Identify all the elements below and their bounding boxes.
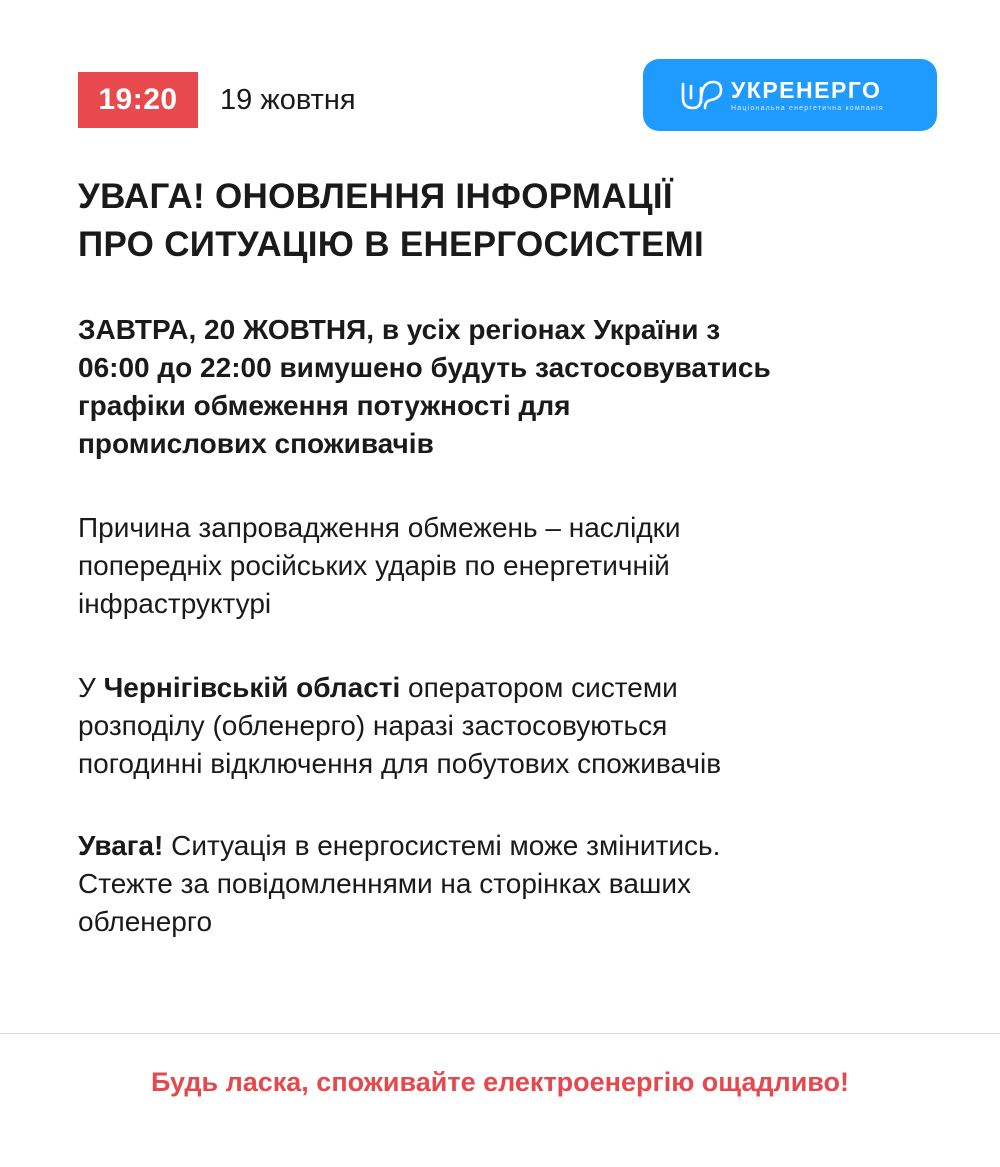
- chernihiv-line: погодинні відключення для побутових споживачів: [78, 748, 722, 779]
- lead-line: графіки обмеження потужності для: [78, 390, 571, 421]
- warning-line: [78, 827, 938, 865]
- footer-note: Будь ласка, споживайте електроенергію ощадливо!: [150, 1067, 850, 1097]
- logo-name: УКРЕНЕРГО: [731, 76, 882, 103]
- headline-line: ПРО СИТУАЦІЮ В ЕНЕРГОСИСТЕМІ: [78, 225, 705, 264]
- time-badge: 19:20: [78, 72, 198, 128]
- chernihiv-region: Чернігівській області: [103, 672, 401, 703]
- lead-paragraph: [78, 311, 938, 463]
- warning-line: обленерго: [78, 906, 213, 937]
- chernihiv-prefix: У: [78, 672, 104, 703]
- warning-paragraph: [78, 827, 938, 941]
- chernihiv-paragraph: [78, 669, 938, 783]
- lead-line: промислових споживачів: [78, 428, 434, 459]
- reason-line: інфраструктурі: [78, 588, 272, 619]
- chernihiv-line: розподілу (обленерго) наразі застосовуються: [78, 710, 668, 741]
- headline-line: УВАГА! ОНОВЛЕННЯ ІНФОРМАЦІЇ: [78, 177, 673, 216]
- headline: [78, 173, 938, 269]
- ukrenergo-logo: [643, 59, 937, 131]
- date-label: 19 жовтня: [220, 83, 356, 116]
- reason-paragraph: [78, 509, 938, 623]
- warning-text: Ситуація в енергосистемі може змінитись.: [163, 830, 721, 861]
- footer-divider: [0, 1033, 1000, 1034]
- reason-line: попередніх російських ударів по енергетичній: [78, 550, 670, 581]
- ukrenergo-logo-icon: [679, 78, 725, 112]
- warning-line: Стежте за повідомленнями на сторінках ваших: [78, 868, 692, 899]
- lead-line: ЗАВТРА, 20 ЖОВТНЯ, в усіх регіонах України з: [78, 314, 721, 345]
- reason-line: Причина запровадження обмежень – наслідки: [78, 512, 681, 543]
- lead-line: 06:00 до 22:00 вимушено будуть застосовуватись: [78, 352, 771, 383]
- chernihiv-line: [78, 669, 938, 707]
- chernihiv-suffix: оператором системи: [400, 672, 678, 703]
- warning-label: Увага!: [78, 830, 164, 861]
- logo-subtitle: Національна енергетична компанія: [731, 104, 884, 112]
- logo-text: [731, 78, 884, 113]
- header: [78, 72, 356, 128]
